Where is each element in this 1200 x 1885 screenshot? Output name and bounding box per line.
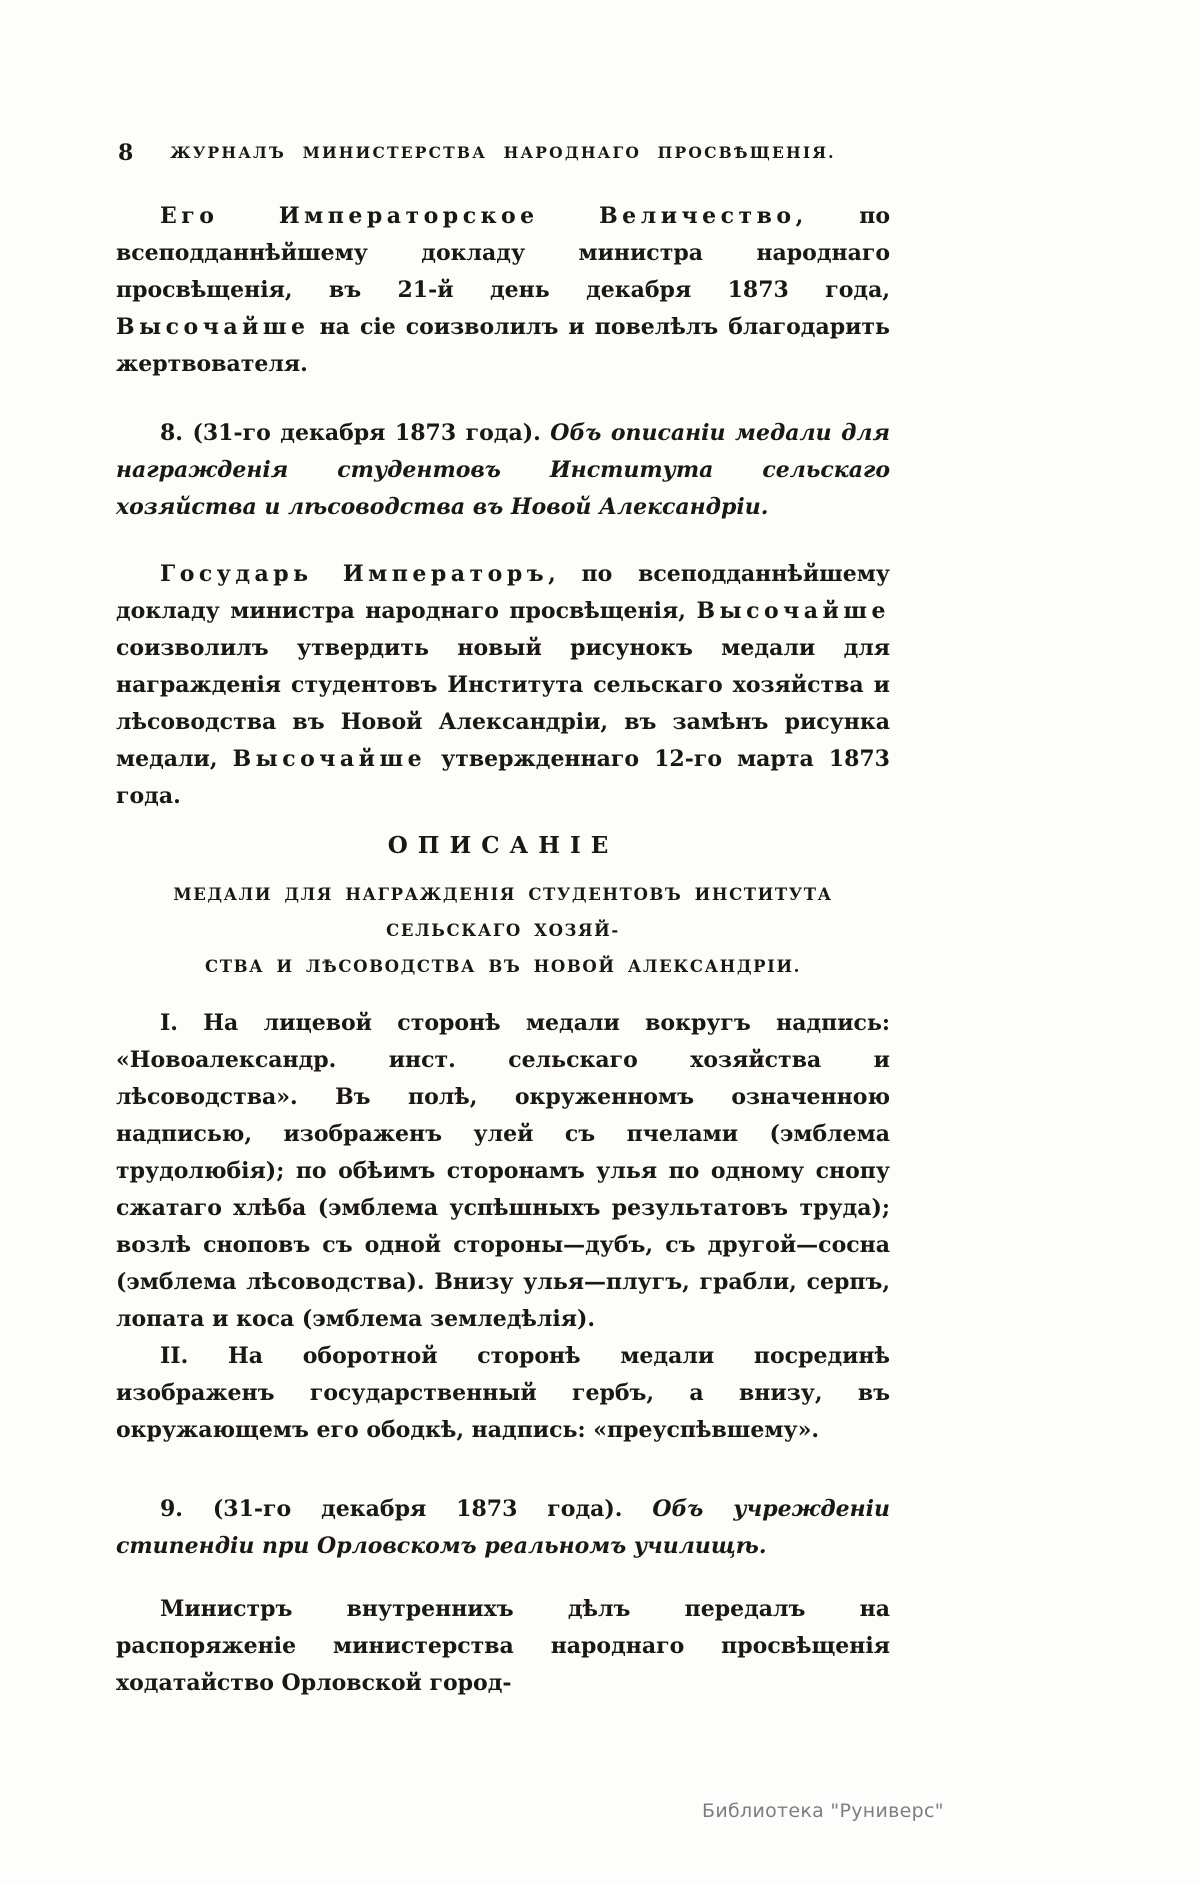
section-subheading-medal	[116, 877, 890, 985]
page-header	[116, 140, 890, 170]
spaced-phrase-highest: Высочайше	[116, 314, 310, 340]
subheading-line-2: СТВА И ЛѢСОВОДСТВА ВЪ НОВОЙ АЛЕКСАНДРІИ.	[204, 957, 802, 976]
spaced-phrase-sovereign-emperor: Государь Императоръ	[160, 561, 549, 587]
page-number: 8	[118, 140, 134, 166]
text-run: на сіе соизволилъ и повелѣлъ благодарить жертвователя.	[116, 314, 890, 377]
section-heading-description: ОПИСАНІЕ	[387, 832, 619, 859]
paragraph-imperial-thanks	[116, 198, 890, 383]
decree-8-title	[116, 415, 890, 526]
content-column	[116, 140, 890, 1702]
body-text	[116, 198, 890, 1702]
paragraph-decree-8-body	[116, 556, 890, 815]
decree-8-subject: Объ описаніи медали для награжденія студентовъ Института сельскаго хозяйства и лѣсоводства въ Новой Александріи.	[116, 420, 891, 520]
paragraph-decree-9-body: Министръ внутреннихъ дѣлъ передалъ на распоряженіе министерства народнаго просвѣщенія ходатайство Орловской город-	[116, 1596, 890, 1696]
decree-9-label: 9. (31-го декабря 1873 года).	[160, 1496, 653, 1522]
spaced-phrase-highest: Высочайше	[696, 598, 890, 624]
running-title: ЖУРНАЛЪ МИНИСТЕРСТВА НАРОДНАГО ПРОСВѢЩЕНІЯ.	[170, 143, 836, 162]
text-run: утвержденнаго 12-го марта 1873 года.	[116, 746, 890, 809]
paragraph-medal-obverse: I. На лицевой сторонѣ медали вокругъ надпись: «Новоалександр. инст. сельскаго хозяйства и лѣсоводства». Въ полѣ, окруженномъ означенною надписью, изображенъ улей съ пчелами (эмблема трудолюбія); по обѣимъ сторонамъ улья по одному снопу сжатаго хлѣба (эмблема успѣшныхъ результатовъ труда); возлѣ сноповъ съ одной стороны—дубъ, съ другой—сосна (эмблема лѣсоводства). Внизу улья—плугъ, грабли, серпъ, лопата и коса (эмблема земледѣлія).	[116, 1010, 890, 1332]
paragraph-medal-reverse: II. На оборотной сторонѣ медали посрединѣ изображенъ государственный гербъ, а внизу, въ окружающемъ его ободкѣ, надпись: «преуспѣвшему».	[116, 1343, 890, 1443]
text-run: , по всеподданнѣйшему докладу министра народнаго просвѣщенія, въ 21-й день декабря 1873 года,	[116, 203, 890, 303]
decree-8-label: 8. (31-го декабря 1873 года).	[160, 420, 551, 446]
decree-9-subject: Объ учрежденіи стипендіи при Орловскомъ реальномъ училищѣ.	[116, 1496, 890, 1559]
spaced-phrase-highest: Высочайше	[232, 746, 427, 772]
decree-9-title	[116, 1491, 890, 1565]
library-watermark: Библиотека "Руниверс"	[702, 1800, 944, 1822]
text-run: соизволилъ утвердить новый рисунокъ медали для награжденія студентовъ Института сельскаго хозяйства и лѣсоводства въ Новой Александріи, въ замѣнъ рисунка медали,	[116, 635, 890, 772]
spaced-phrase-his-imperial-majesty: Его Императорское Величество	[160, 203, 796, 229]
subheading-line-1: МЕДАЛИ ДЛЯ НАГРАЖДЕНІЯ СТУДЕНТОВЪ ИНСТИТУТА СЕЛЬСКАГО ХОЗЯЙ-	[173, 885, 833, 940]
text-run: , по всеподданнѣйшему докладу министра народнаго просвѣщенія,	[116, 561, 890, 624]
